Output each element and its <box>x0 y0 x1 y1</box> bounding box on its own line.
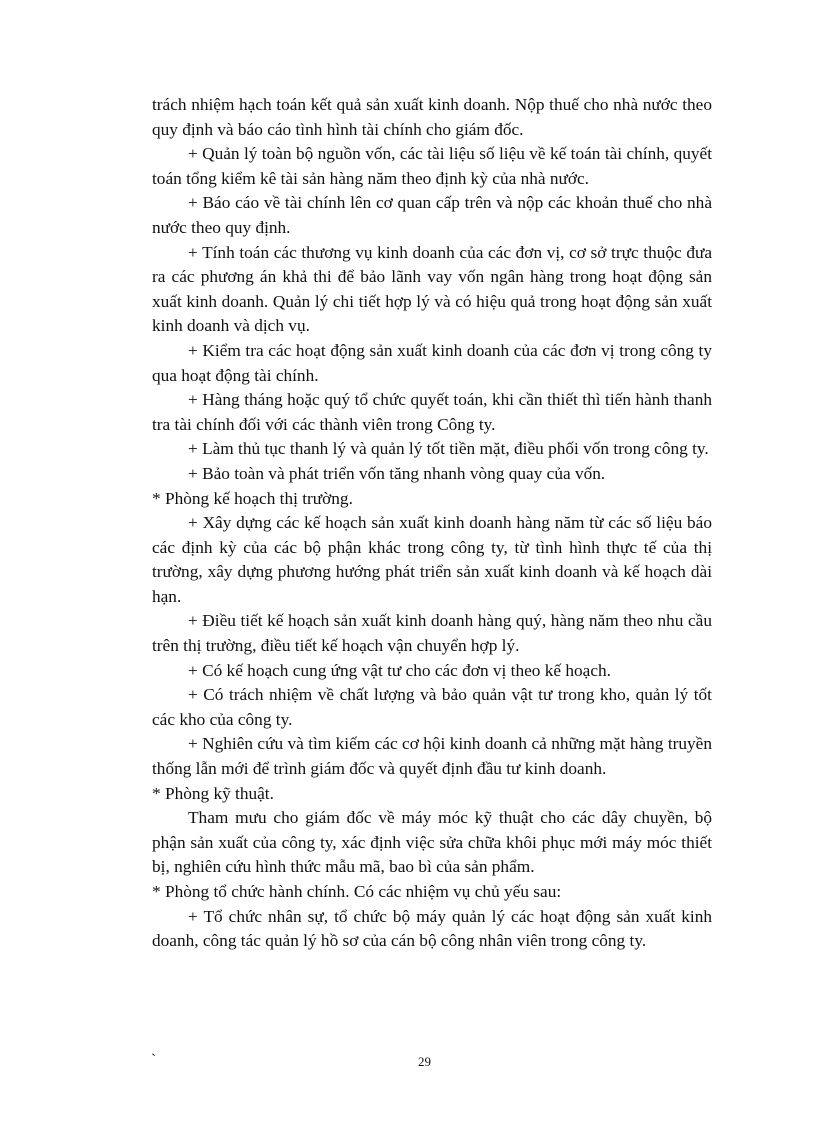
paragraph-finance-duties-continued: trách nhiệm hạch toán kết quả sản xuất kinh doanh. Nộp thuế cho nhà nước theo quy định và báo cáo tình hình tài chính cho giám đốc. <box>152 95 712 139</box>
paragraph-technical-advice: Tham mưu cho giám đốc về máy móc kỹ thuật cho các dây chuyền, bộ phận sản xuất của công ty, xác định việc sửa chữa khôi phục mới máy móc thiết bị, nghiên cứu hình thức mẫu mã, bao bì của sản phẩm. <box>152 808 712 877</box>
section-heading-market-planning: * Phòng kế hoạch thị trường. <box>152 488 353 508</box>
paragraph-financial-reporting: + Báo cáo về tài chính lên cơ quan cấp trên và nộp các khoản thuế cho nhà nước theo quy định. <box>152 193 712 237</box>
paragraph-settlement: + Hàng tháng hoặc quý tổ chức quyết toán, khi cần thiết thì tiến hành thanh tra tài chính đối với các thành viên trong Công ty. <box>152 390 712 434</box>
paragraph-annual-plans: + Xây dựng các kế hoạch sản xuất kinh doanh hàng năm từ các số liệu báo các định kỳ của các bộ phận khác trong công ty, từ tình hình thực tế của thị trường, xây dựng phương hướng phát triển sản xuất kinh doanh và kế hoạch dài hạn. <box>152 513 712 606</box>
paragraph-business-calculation: + Tính toán các thương vụ kinh doanh của các đơn vị, cơ sở trực thuộc đưa ra các phương án khả thi để bảo lãnh vay vốn ngân hàng trong hoạt động sản xuất kinh doanh. Quản lý chi tiết hợp lý và có hiệu quả trong hoạt động sản xuất kinh doanh và dịch vụ. <box>152 242 712 336</box>
paragraph-capital-management: + Quản lý toàn bộ nguồn vốn, các tài liệu số liệu về kế toán tài chính, quyết toán tổng kiểm kê tài sản hàng năm theo định kỳ của nhà nước. <box>152 144 712 188</box>
footer-mark: ` <box>151 1052 156 1068</box>
body-text <box>152 93 712 954</box>
paragraph-opportunity-research: + Nghiên cứu và tìm kiếm các cơ hội kinh doanh cả những mặt hàng truyền thống lẫn mới để trình giám đốc và quyết định đầu tư kinh doanh. <box>152 734 712 779</box>
section-heading-administration: * Phòng tổ chức hành chính. Có các nhiệm vụ chủ yếu sau: <box>152 882 562 901</box>
section-heading-technical: * Phòng kỹ thuật. <box>152 783 274 803</box>
page-number: 29 <box>418 1054 431 1069</box>
paragraph-personnel: + Tổ chức nhân sự, tổ chức bộ máy quản lý các hoạt động sản xuất kinh doanh, công tác quản lý hồ sơ của cán bộ công nhân viên trong công ty. <box>152 906 712 951</box>
paragraph-activity-inspection: + Kiểm tra các hoạt động sản xuất kinh doanh của các đơn vị trong công ty qua hoạt động tài chính. <box>152 340 712 385</box>
paragraph-plan-regulation: + Điều tiết kế hoạch sản xuất kinh doanh hàng quý, hàng năm theo nhu cầu trên thị trường, điều tiết kế hoạch vận chuyển hợp lý. <box>152 611 712 656</box>
paragraph-liquidation: + Làm thủ tục thanh lý và quản lý tốt tiền mặt, điều phối vốn trong công ty. <box>188 439 709 459</box>
paragraph-capital-preservation: + Bảo toàn và phát triển vốn tăng nhanh vòng quay của vốn. <box>188 463 606 483</box>
paragraph-material-supply: + Có kế hoạch cung ứng vật tư cho các đơn vị theo kế hoạch. <box>188 660 611 680</box>
paragraph-warehouse-quality: + Có trách nhiệm về chất lượng và bảo quản vật tư trong kho, quản lý tốt các kho của công ty. <box>152 685 712 729</box>
